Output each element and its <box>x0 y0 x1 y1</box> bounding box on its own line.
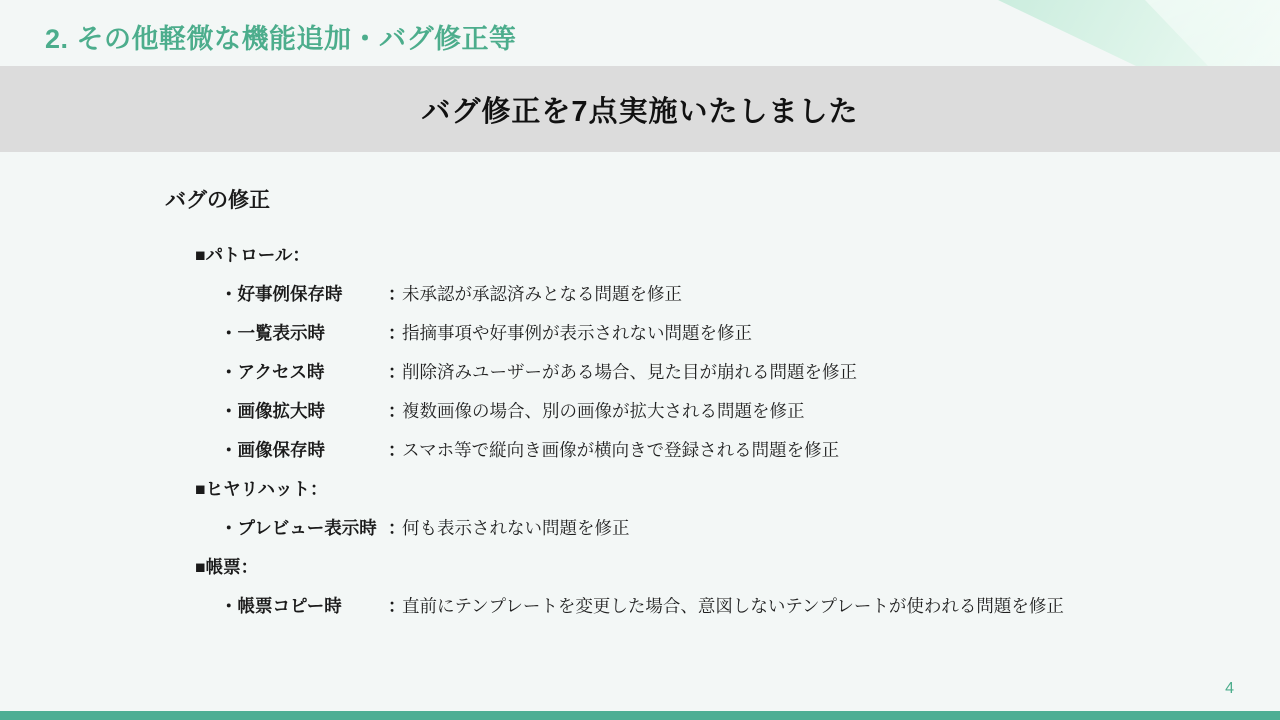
item-description: スマホ等で縦向き画像が横向きで登録される問題を修正 <box>402 440 840 460</box>
item-label: ・画像保存時 <box>220 440 325 460</box>
item-label: ・プレビュー表示時 <box>220 518 377 538</box>
corner-triangle-light <box>980 0 1280 66</box>
section-label: ■帳票： <box>195 557 259 577</box>
item-colon: ： <box>388 596 406 616</box>
item-description: 何も表示されない問題を修正 <box>402 518 630 538</box>
item-colon: ： <box>388 284 406 304</box>
corner-decoration <box>980 0 1280 66</box>
item-description: 未承認が承認済みとなる問題を修正 <box>402 284 682 304</box>
item-row <box>165 508 1215 547</box>
bugfix-list <box>165 235 1215 625</box>
section-row-hiyarihatto <box>165 469 1215 508</box>
section-row-patrol <box>165 235 1215 274</box>
item-label: ・画像拡大時 <box>220 401 325 421</box>
footer-bar <box>0 711 1280 720</box>
item-row <box>165 430 1215 469</box>
item-row <box>165 313 1215 352</box>
item-colon: ： <box>388 362 406 382</box>
item-description: 指摘事項や好事例が表示されない問題を修正 <box>402 323 752 343</box>
item-colon: ： <box>388 440 406 460</box>
section-label: ■パトロール： <box>195 245 310 265</box>
item-description: 直前にテンプレートを変更した場合、意図しないテンプレートが使われる問題を修正 <box>402 596 1064 616</box>
item-colon: ： <box>388 401 406 421</box>
banner-title: バグ修正を7点実施いたしました <box>421 95 859 128</box>
item-row <box>165 586 1215 625</box>
content-heading: バグの修正 <box>165 189 270 212</box>
section-label: ■ヒヤリハット： <box>195 479 328 499</box>
content-area <box>165 184 1215 625</box>
banner <box>0 66 1280 152</box>
item-label: ・好事例保存時 <box>220 284 343 304</box>
item-description: 複数画像の場合、別の画像が拡大される問題を修正 <box>402 401 805 421</box>
item-row <box>165 352 1215 391</box>
section-row-chohyo <box>165 547 1215 586</box>
slide-title: 2. その他軽微な機能追加・バグ修正等 <box>45 24 517 54</box>
item-colon: ： <box>388 518 406 538</box>
item-label: ・帳票コピー時 <box>220 596 342 616</box>
item-row <box>165 274 1215 313</box>
item-description: 削除済みユーザーがある場合、見た目が崩れる問題を修正 <box>402 362 857 382</box>
item-label: ・アクセス時 <box>220 362 325 382</box>
page-number: 4 <box>1225 680 1234 697</box>
item-colon: ： <box>388 323 406 343</box>
item-row <box>165 391 1215 430</box>
item-label: ・一覧表示時 <box>220 323 325 343</box>
corner-triangle-large <box>980 0 1280 66</box>
